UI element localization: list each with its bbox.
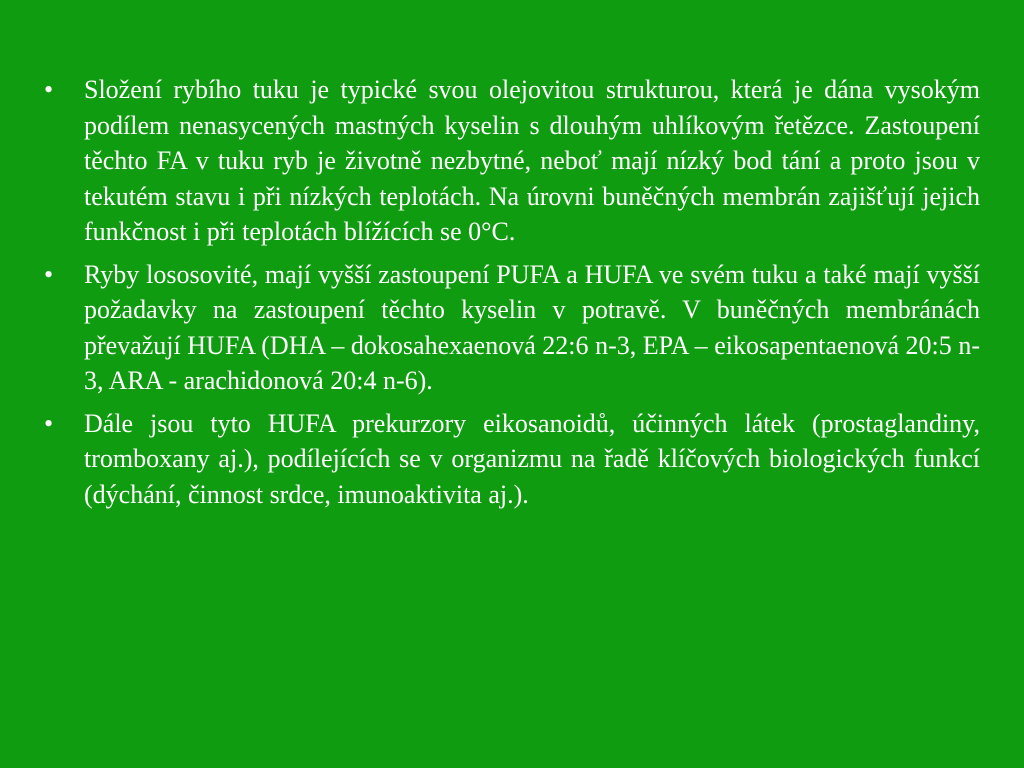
bullet-dot-icon: • xyxy=(44,75,54,104)
bullet-item-salmonids xyxy=(44,257,980,399)
bullet-dot-icon: • xyxy=(44,408,54,438)
bullet-dot-icon: • xyxy=(44,259,54,289)
bullet-text: Složení rybího tuku je typické svou olejovitou strukturou, která je dána vysokým podílem nenasycených mastných kyselin s dlouhým uhlíkovým řetězce. Zastoupení těchto FA v tuku ryb je životně nezbytné, neboť mají nízký bod tání a proto jsou v tekutém stavu i při nízkých teplotách. Na úrovni buněčných membrán zajišťují jejich funkčnost i při teplotách blížících se 0°C. xyxy=(84,75,980,246)
bullet-item-eicosanoid-precursors xyxy=(44,406,980,513)
bullet-text: Dále jsou tyto HUFA prekurzory eikosanoidů, účinných látek (prostaglandiny, tromboxany aj.), podílejících se v organizmu na řadě klíčových biologických funkcí (dýchání, činnost srdce, imunoaktivita aj.). xyxy=(84,408,980,509)
bullet-item-fish-oil-composition xyxy=(44,72,980,250)
bullet-list xyxy=(44,72,980,519)
bullet-text: Ryby lososovité, mají vyšší zastoupení PUFA a HUFA ve svém tuku a také mají vyšší požadavky na zastoupení těchto kyselin v potravě. V buněčných membránách převažují HUFA (DHA – dokosahexaenová 22:6 n-3, EPA – eikosapentaenová 20:5 n-3, ARA - arachidonová 20:4 n-6). xyxy=(84,259,980,395)
